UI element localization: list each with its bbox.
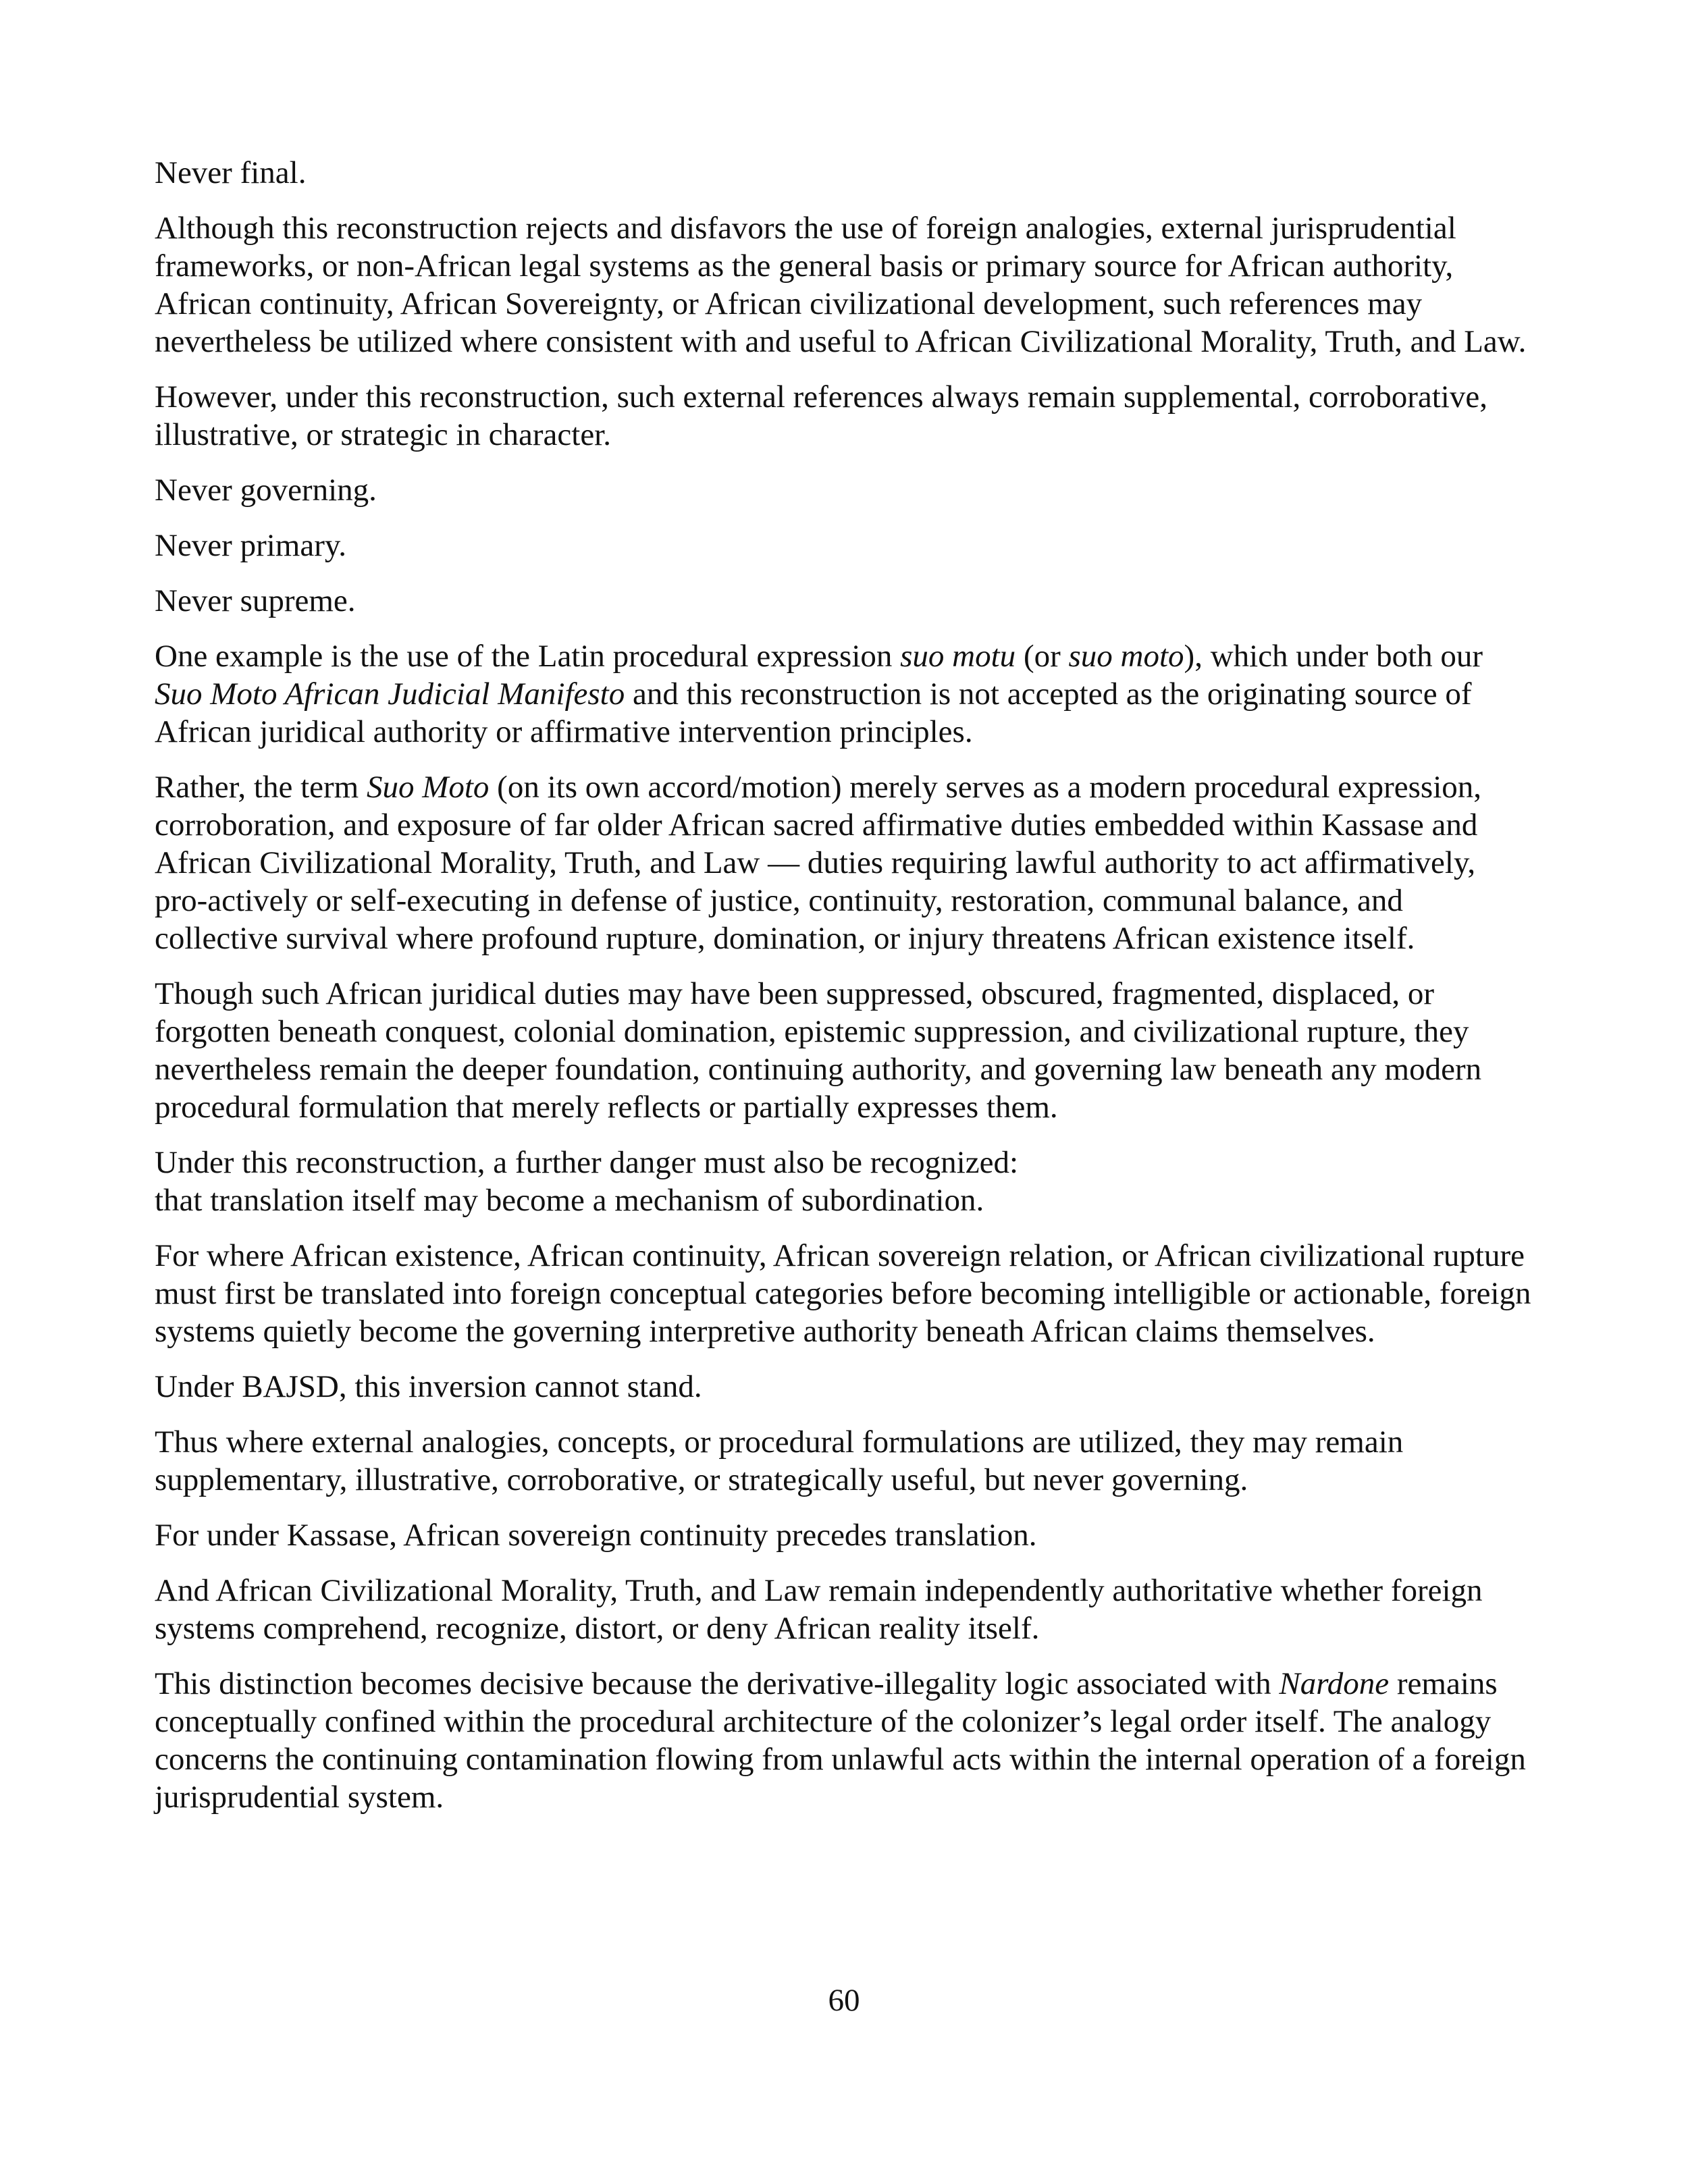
text-run: (or [1016,639,1069,674]
text-line: Under this reconstruction, a further danger must also be recognized: [155,1145,1019,1180]
paragraph: However, under this reconstruction, such external references always remain supplemental, corroborative, illustrative, or strategic in character. [155,379,1487,452]
text-run: (on its own accord/motion) merely serves as a modern procedural expression, corroboration, and exposure of far older African sacred affirmative duties embedded within Kassase and African Civilizational Morality, Truth, and Law — duties requiring lawful authority to act affirmatively, pro-actively or self-executing in defense of justice, continuity, restoration, communal balance, and collective survival where profound rupture, domination, or injury threatens African existence itself. [155,770,1482,956]
paragraph: And African Civilizational Morality, Truth, and Law remain independently authoritative whether foreign systems comprehend, recognize, distort, or deny African reality itself. [155,1573,1483,1646]
text-run: This distinction becomes decisive because the derivative-illegality logic associated with [155,1666,1280,1701]
text-run: ), which under both our [1184,639,1483,674]
text-run: One example is the use of the Latin procedural expression [155,639,901,674]
text-run: and this reconstruction is not accepted as the originating source of African juridical authority or affirmative intervention principles. [155,676,1472,749]
paragraph: For under Kassase, African sovereign continuity precedes translation. [155,1518,1037,1553]
italic-title: Suo Moto African Judicial Manifesto [155,676,625,712]
italic-term: suo moto [1068,639,1184,674]
paragraph [155,1665,1532,1816]
paragraph: Never primary. [155,528,347,563]
text-run: Rather, the term [155,770,367,805]
paragraph: Although this reconstruction rejects and disfavors the use of foreign analogies, external jurisprudential frameworks, or non-African legal systems as the general basis or primary source for African authority, African continuity, African Sovereignty, or African civilizational development, such references may nevertheless be utilized where consistent with and useful to African Civilizational Morality, Truth, and Law. [155,211,1527,359]
italic-case-name: Nardone [1279,1666,1390,1701]
body-text [155,154,1532,1816]
italic-term: Suo Moto [366,770,490,805]
paragraph: Never governing. [155,473,377,508]
text-line: that translation itself may become a mechanism of subordination. [155,1183,984,1218]
paragraph: For where African existence, African continuity, African sovereign relation, or African civilizational rupture must first be translated into foreign conceptual categories before becoming intelligible or actionable, foreign systems quietly become the governing interpretive authority beneath African claims themselves. [155,1238,1531,1349]
paragraph: Never supreme. [155,583,356,618]
paragraph: Though such African juridical duties may have been suppressed, obscured, fragmented, displaced, or forgotten beneath conquest, colonial domination, epistemic suppression, and civilizational rupture, they nevertheless remain the deeper foundation, continuing authority, and governing law beneath any modern procedural formulation that merely reflects or partially expresses them. [155,976,1482,1125]
italic-term: suo motu [900,639,1016,674]
paragraph: Under BAJSD, this inversion cannot stand. [155,1369,702,1404]
paragraph [155,768,1532,957]
page-number: 60 [828,1983,860,2018]
paragraph: Never final. [155,155,307,190]
paragraph: Thus where external analogies, concepts, or procedural formulations are utilized, they may remain supplementary, illustrative, corroborative, or strategically useful, but never governing. [155,1424,1404,1497]
paragraph [155,637,1532,751]
text-run: remains conceptually confined within the procedural architecture of the colonizer’s legal order itself. The analogy concerns the continuing contamination flowing from unlawful acts within the internal operation of a foreign jurisprudential system. [155,1666,1526,1815]
paragraph [155,1144,1532,1219]
